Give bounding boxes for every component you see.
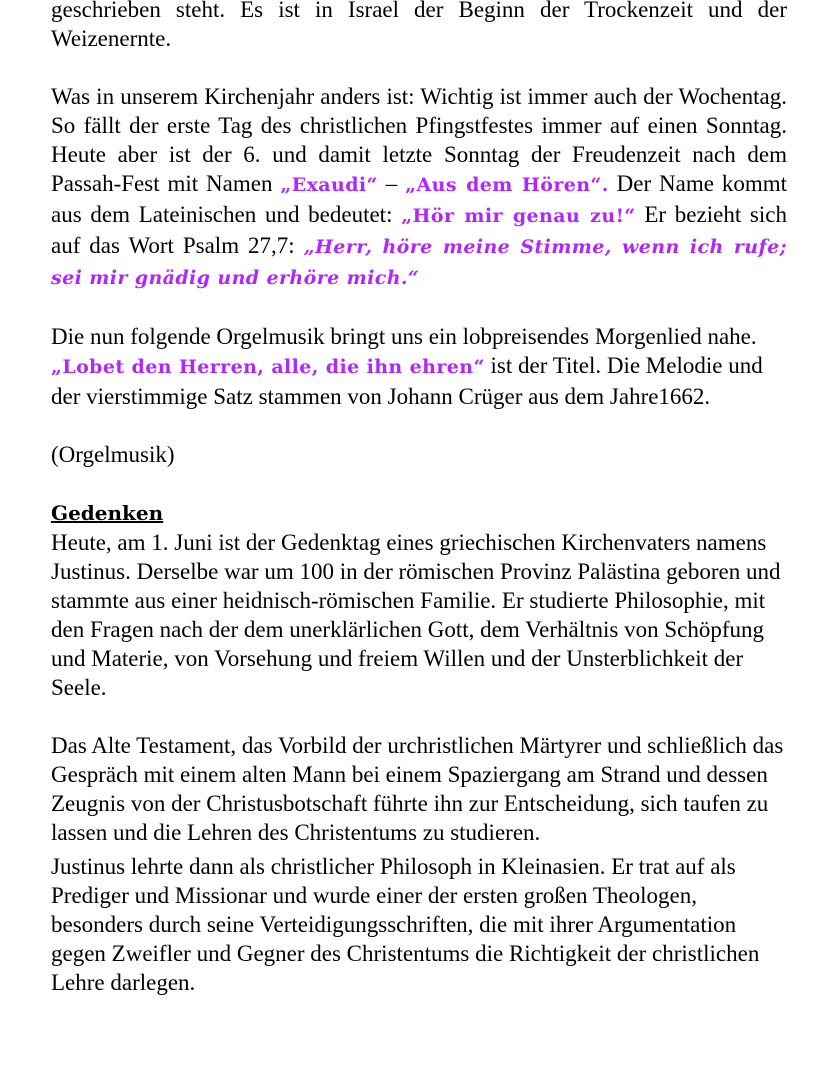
highlight-song-title: „Lobet den Herren, alle, die ihn ehren“	[51, 356, 485, 378]
paragraph-orgelmusik-intro	[51, 322, 787, 411]
paragraph-text: ist der Titel. Die Melodie und der vierstimmige Satz stammen von Johann Crüger aus dem Jahre1662.	[51, 353, 763, 409]
paragraph-exaudi	[51, 82, 787, 293]
paragraph-justinus-1	[51, 528, 787, 702]
paragraph-text: –	[377, 171, 406, 196]
paragraph-text: (Orgelmusik)	[51, 442, 175, 467]
paragraph-text: geschrieben steht. Es ist in Israel der Beginn der Trockenzeit und der Weizenernte.	[51, 0, 787, 51]
paragraph-text: Was in unserem Kirchenjahr anders ist: Wichtig ist immer auch der Wochentag. So fällt der erste Tag des christlichen Pfingstfestes immer auf einen Sonntag. Heute aber ist der 6. und damit letzte Sonntag der Freudenzeit nach dem Passah-Fest mit Namen	[51, 84, 787, 196]
highlight-psalm-quote: „Herr, höre meine Stimme, wenn ich rufe; sei mir gnädig und erhöre mich.“	[51, 236, 787, 289]
heading-gedenken: Gedenken	[51, 501, 164, 525]
paragraph-text: Justinus lehrte dann als christlicher Philosoph in Kleinasien. Er trat auf als Prediger und Missionar und wurde einer der ersten großen Theologen, besonders durch seine Verteidigungsschriften, die mit ihrer Argumentation gegen Zweifler und Gegner des Christentums die Richtigkeit der christlichen Lehre darlegen.	[51, 854, 760, 995]
paragraph-justinus-2	[51, 731, 787, 847]
highlight-aus-dem-hoeren: „Aus dem Hören“.	[405, 174, 609, 196]
paragraph-text: Heute, am 1. Juni ist der Gedenktag eines griechischen Kirchenvaters namens Justinus. Derselbe war um 100 in der römischen Provinz Palästina geboren und stammte aus einer heidnisch-römischen Familie. Er studierte Philosophie, mit den Fragen nach der dem unerklärlichen Gott, dem Verhältnis von Schöpfung und Materie, von Vorsehung und freiem Willen und der Unsterblichkeit der Seele.	[51, 530, 781, 700]
highlight-hoer-mir-genau-zu: „Hör mir genau zu!“	[401, 205, 636, 227]
paragraph-intro	[51, 0, 787, 53]
paragraph-text: Die nun folgende Orgelmusik bringt uns ein lobpreisendes Morgenlied nahe.	[51, 324, 757, 349]
highlight-exaudi: „Exaudi“	[280, 174, 378, 196]
paragraph-text: Der Name kommt aus dem Lateinischen und bedeutet:	[51, 171, 787, 227]
paragraph-text: Das Alte Testament, das Vorbild der urchristlichen Märtyrer und schließlich das Gespräch mit einem alten Mann bei einem Spaziergang am Strand und dessen Zeugnis von der Christusbotschaft führte ihn zur Entscheidung, sich taufen zu lassen und die Lehren des Christentums zu studieren.	[51, 733, 784, 845]
paragraph-orgelmusik	[51, 440, 787, 469]
section-heading	[51, 498, 787, 528]
document-page	[51, 0, 787, 997]
paragraph-text: Er bezieht sich auf das Wort Psalm 27,7:	[51, 202, 787, 258]
paragraph-justinus-3	[51, 852, 787, 997]
